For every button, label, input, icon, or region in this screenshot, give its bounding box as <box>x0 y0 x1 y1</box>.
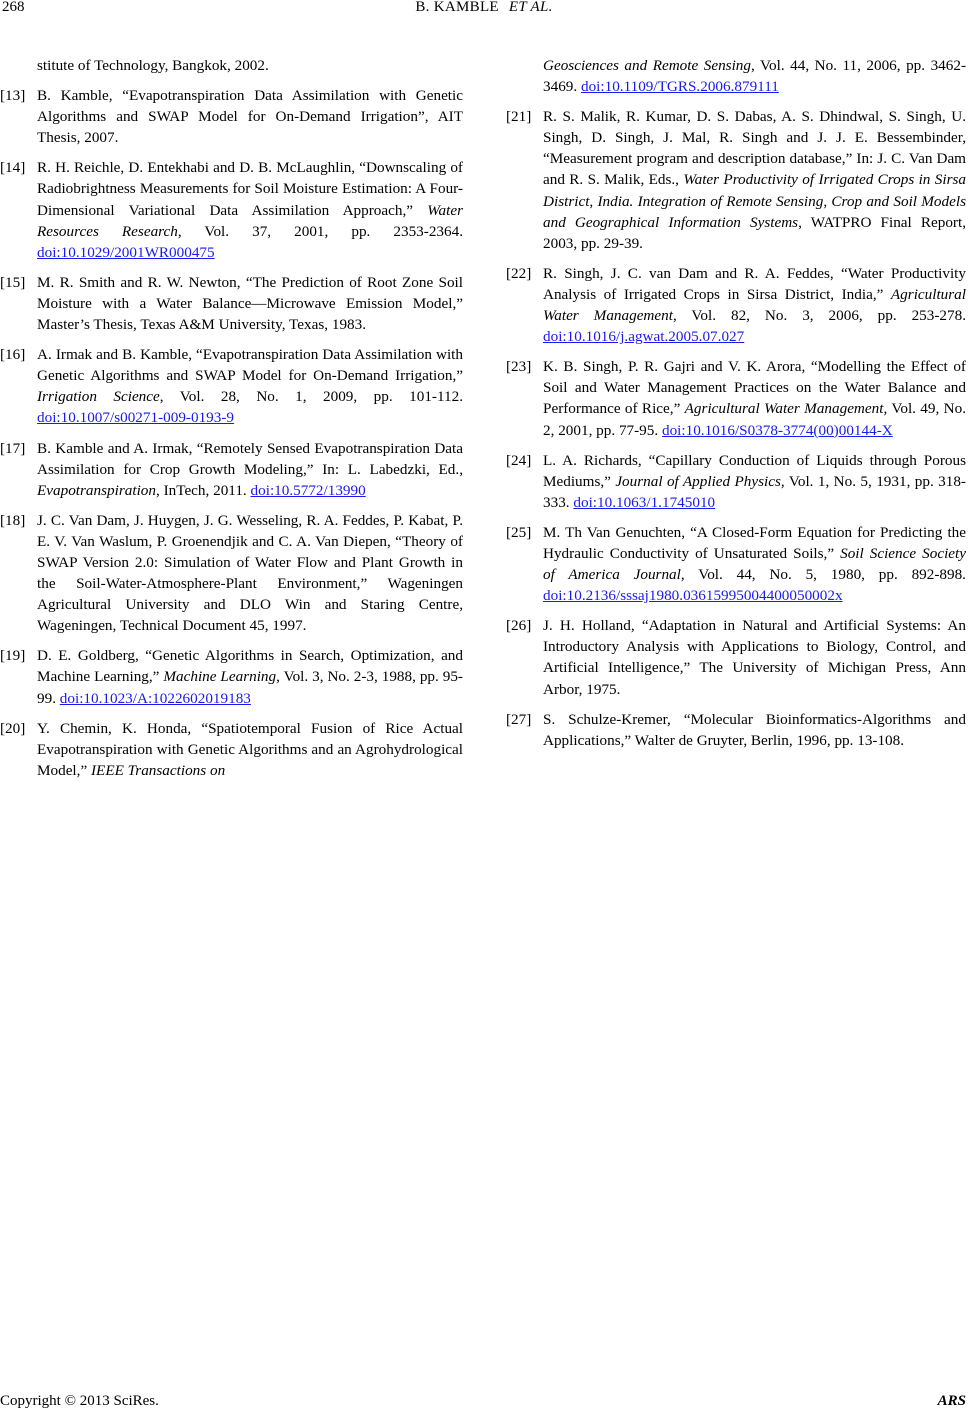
journal-abbreviation: ARS <box>937 1393 966 1409</box>
reference-details: , Vol. 49, No. 2, 2001, pp. 77-95. <box>543 400 967 439</box>
reference-details: , Vol. 1, No. 5, 1931, pp. 318-333. <box>543 472 966 511</box>
reference-number: [14] <box>0 159 26 177</box>
reference-details: , Vol. 28, No. 1, 2009, pp. 101-112. <box>159 388 463 406</box>
reference-13 <box>2 85 463 148</box>
journal-title: IEEE Transactions on <box>91 761 226 779</box>
reference-text: R. Singh, J. C. van Dam and R. A. Feddes, “Water Productivity Analysis of Irrigated Crops in Sirsa District, India,” <box>543 264 966 303</box>
doi-link[interactable]: doi:10.1023/A:1022602019183 <box>59 689 251 707</box>
reference-number: [19] <box>0 647 26 665</box>
reference-number: [24] <box>506 451 532 469</box>
reference-number: [23] <box>506 358 532 376</box>
reference-text: M. Th Van Genuchten, “A Closed-Form Equation for Predicting the Hydraulic Conductivity of Unsaturated Soils,” <box>543 523 966 562</box>
reference-details: , WATPRO Final Report, 2003, pp. 29-39. <box>543 213 966 252</box>
copyright-notice: Copyright © 2013 SciRes. <box>0 1393 159 1409</box>
continued-reference: stitute of Technology, Bangkok, 2002. <box>37 57 269 74</box>
reference-number: [17] <box>0 439 26 457</box>
separator: , <box>589 192 598 210</box>
reference-15 <box>2 272 463 335</box>
reference-text: L. A. Richards, “Capillary Conduction of Liquids through Porous Mediums,” <box>543 451 966 490</box>
reference-text: A. Irmak and B. Kamble, “Evapotranspiration Data Assimilation with Genetic Algorithms and SWAP Model for On-Demand Irrigation,” <box>37 346 463 385</box>
doi-link[interactable]: doi:10.2136/sssaj1980.03615995004400050002x <box>543 587 843 605</box>
book-title: Crop and Soil Models and Geographical Information Systems <box>543 192 966 231</box>
reference-text: R. H. Reichle, D. Entekhabi and D. B. McLaughlin, “Downscaling of Radiobrightness Measurements for Soil Moisture Estimation: A Four-Dimensional Variational Data Assimilation Approach,” <box>37 159 463 219</box>
reference-number: [21] <box>506 108 532 126</box>
reference-text: R. S. Malik, R. Kumar, D. S. Dabas, A. S. Dhindwal, S. Singh, U. Singh, D. Singh, J. Mal, R. Singh and J. J. E. Bessembinder, “Measurement program and description database,” In: J. C. Van Dam and R. S. Malik, Eds., <box>543 108 966 189</box>
journal-title: Geosciences and Remote Sensing <box>543 57 751 74</box>
separator: , <box>823 192 832 210</box>
reference-text: J. H. Holland, “Adaptation in Natural and Artificial Systems: An Introductory Analysis with Applications to Biology, Control, and Artificial Intelligence,” The University of Michigan Press, Ann Arbor, 1975. <box>543 617 966 698</box>
reference-number: [18] <box>0 511 26 529</box>
reference-details: , Vol. 44, No. 5, 1980, pp. 892-898. <box>680 566 966 584</box>
book-title: India. Integration of Remote Sensing <box>597 192 824 210</box>
reference-20 <box>2 718 463 781</box>
journal-title: Water Resources Research <box>37 201 463 240</box>
reference-text: S. Schulze-Kremer, “Molecular Bioinformatics-Algorithms and Applications,” Walter de Gruyter, Berlin, 1996, pp. 13-108. <box>543 710 966 749</box>
running-head <box>0 0 968 16</box>
reference-18 <box>2 510 463 637</box>
journal-title: Irrigation Science <box>37 388 160 406</box>
reference-number: [22] <box>506 264 532 282</box>
reference-19 <box>2 645 463 708</box>
doi-link[interactable]: doi:10.1029/2001WR000475 <box>37 243 215 261</box>
reference-number: [15] <box>0 273 26 291</box>
reference-23 <box>508 356 966 440</box>
doi-link[interactable]: doi:10.1007/s00271-009-0193-9 <box>37 409 235 427</box>
reference-details: , InTech, 2011. <box>155 481 251 499</box>
left-column <box>2 55 463 790</box>
reference-number: [20] <box>0 719 26 737</box>
reference-text: B. Kamble and A. Irmak, “Remotely Sensed Evapotranspiration Data Assimilation for Crop Growth Modeling,” In: L. Labedzki, Ed., <box>37 439 463 478</box>
reference-27 <box>508 709 966 751</box>
continued-reference <box>508 55 966 97</box>
reference-14 <box>2 157 463 262</box>
reference-number: [27] <box>506 710 532 728</box>
reference-details: , Vol. 3, No. 2-3, 1988, pp. 95-99. <box>37 668 463 707</box>
doi-link[interactable]: doi:10.5772/13990 <box>250 481 366 499</box>
reference-text: K. B. Singh, P. R. Gajri and V. K. Arora, “Modelling the Effect of Soil and Water Management Practices on the Water Balance and Performance of Rice,” <box>543 358 966 418</box>
reference-text: J. C. Van Dam, J. Huygen, J. G. Wesseling, R. A. Feddes, P. Kabat, P. E. V. Van Waslum, P. Groenendjik and C. A. Van Diepen, “Theory of SWAP Version 2.0: Simulation of Water Flow and Plant Growth in the Soil-Water-Atmosphere-Plant Environment,” Wageningen Agricultural University and DLO Win and Staring Centre, Wageningen, Technical Document 45, 1997. <box>37 511 463 635</box>
journal-title: Agricultural Water Management <box>543 285 966 325</box>
doi-link[interactable]: doi:10.1016/S0378-3774(00)00144-X <box>661 421 893 439</box>
journal-title: Soil Science Society of America Journal <box>543 544 966 584</box>
book-title: Evapotranspiration <box>37 481 156 499</box>
book-title: Water Productivity of Irrigated Crops in Sirsa District <box>543 171 966 210</box>
reference-details: , Vol. 37, 2001, pp. 2353-2364. <box>177 222 463 240</box>
reference-text: D. E. Goldberg, “Genetic Algorithms in Search, Optimization, and Machine Learning,” <box>37 647 463 686</box>
reference-details: , Vol. 44, No. 11, 2006, pp. 3462-3469. <box>543 57 966 96</box>
journal-title: Agricultural Water Management <box>684 400 884 418</box>
reference-number: [16] <box>0 346 26 364</box>
reference-17 <box>2 438 463 501</box>
reference-22 <box>508 263 966 347</box>
reference-21 <box>508 106 966 254</box>
doi-link[interactable]: doi:10.1109/TGRS.2006.879111 <box>580 78 779 96</box>
doi-link[interactable]: doi:10.1063/1.1745010 <box>573 493 716 511</box>
running-head-et-al: ET AL. <box>508 0 553 15</box>
reference-text: B. Kamble, “Evapotranspiration Data Assimilation with Genetic Algorithms and SWAP Model for On-Demand Irrigation”, AIT Thesis, 2007. <box>37 87 463 147</box>
reference-details: , Vol. 82, No. 3, 2006, pp. 253-278. <box>672 307 966 325</box>
reference-number: [13] <box>0 87 26 105</box>
doi-link[interactable]: doi:10.1016/j.agwat.2005.07.027 <box>543 328 745 346</box>
reference-24 <box>508 450 966 513</box>
reference-number: [26] <box>506 617 532 635</box>
reference-text: Y. Chemin, K. Honda, “Spatiotemporal Fusion of Rice Actual Evapotranspiration with Genetic Algorithms and an Agrohydrological Model,” <box>37 719 463 779</box>
page-number: 268 <box>2 0 25 15</box>
journal-title: Machine Learning <box>163 668 277 686</box>
reference-number: [25] <box>506 523 532 541</box>
right-column <box>508 55 966 760</box>
reference-16 <box>2 344 463 428</box>
reference-25 <box>508 522 966 606</box>
running-head-author: B. KAMBLE <box>415 0 499 15</box>
reference-26 <box>508 615 966 699</box>
journal-title: Journal of Applied Physics <box>615 472 781 490</box>
reference-text: M. R. Smith and R. W. Newton, “The Prediction of Root Zone Soil Moisture with a Water Balance—Microwave Emission Model,” Master’s Thesis, Texas A&M University, Texas, 1983. <box>37 273 463 334</box>
